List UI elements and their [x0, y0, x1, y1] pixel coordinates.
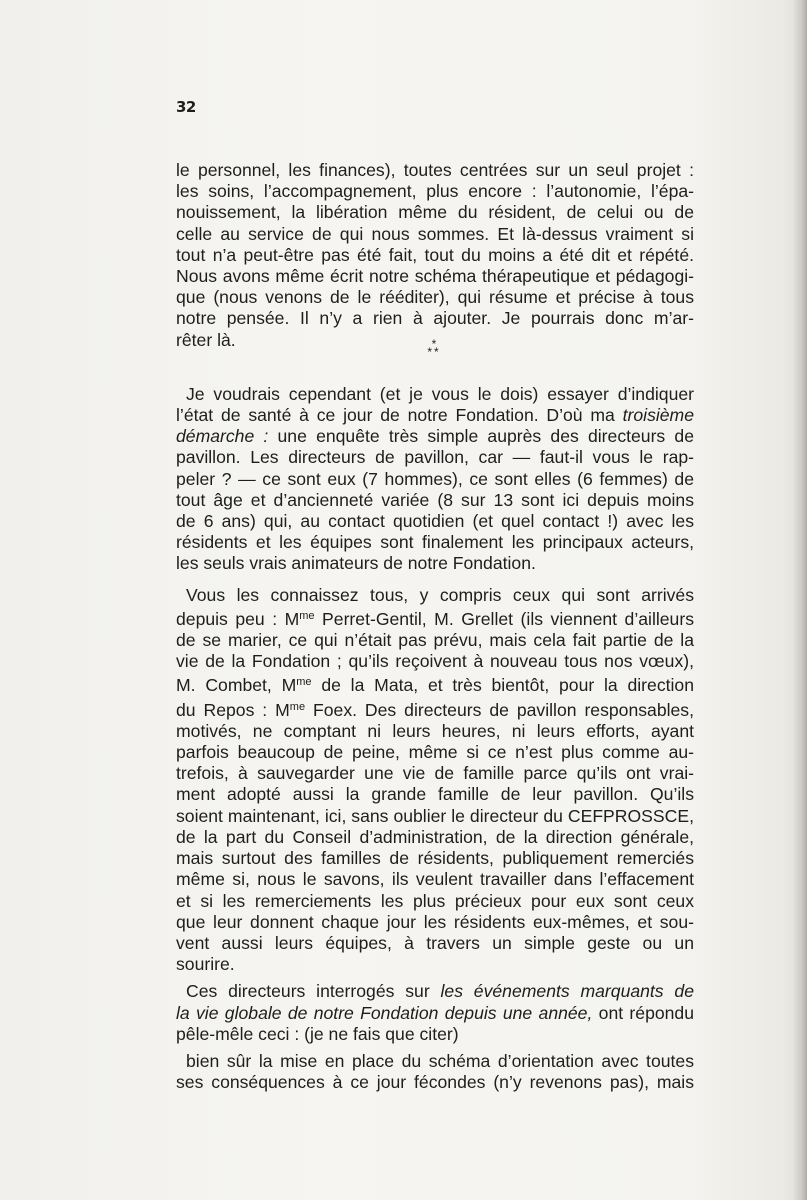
section-separator-asterism	[424, 337, 444, 359]
text-segment: depuis peu : M	[176, 608, 300, 629]
text-segment: ont répondu	[592, 1002, 694, 1023]
text-line: que (nous venons de le rééditer), qui résume et précise à tous	[176, 287, 694, 308]
text-line	[176, 405, 694, 426]
text-segment: Foex. Des directeurs de pavillon responsables,	[305, 699, 694, 720]
text-line: et si les remerciements les plus précieux pour eux sont ceux	[176, 890, 694, 911]
text-line: les seuls vrais animateurs de notre Fondation.	[176, 553, 536, 574]
text-line: ment adopté aussi la grande famille de leur pavillon. Qu’ils	[176, 784, 694, 805]
text-line: parfois beaucoup de peine, même si ce n’est plus comme au-	[176, 742, 694, 763]
text-line: pavillon. Les directeurs de pavillon, car — faut-il vous le rap-	[176, 447, 694, 468]
text-line: mais surtout des familles de résidents, publiquement remerciés	[176, 848, 694, 869]
text-segment: M. Combet, M	[176, 675, 297, 696]
text-line: soient maintenant, ici, sans oublier le directeur du CEFPROSSCE,	[176, 805, 694, 826]
page-number: 32	[176, 98, 196, 116]
body-text	[176, 160, 694, 1093]
text-line: de se marier, ce qui n’était pas prévu, mais cela fait partie de la	[176, 630, 694, 651]
text-line: de 6 ans) qui, au contact quotidien (et quel contact !) avec les	[176, 511, 694, 532]
text-line: même si, nous le savons, ils veulent travailler dans l’effacement	[176, 869, 694, 890]
text-segment: l’état de santé à ce jour de notre Fondation. D’où ma	[176, 405, 623, 426]
text-line: les soins, l’accompagnement, plus encore : l’autonomie, l’épa-	[176, 181, 694, 202]
text-line: trefois, à sauvegarder une vie de famille parce qu’ils ont vrai-	[176, 763, 694, 784]
text-line	[176, 606, 694, 630]
text-segment: Perret-Gentil, M. Grellet (ils viennent d’ailleurs	[314, 608, 694, 629]
text-line	[176, 426, 694, 447]
superscript: me	[289, 700, 306, 713]
text-line: ses conséquences à ce jour fécondes (n’y revenons pas), mais	[176, 1072, 694, 1093]
text-line: motivés, ne comptant ni leurs heures, ni leurs efforts, ayant	[176, 720, 694, 741]
text-line: de la part du Conseil d’administration, de la direction générale,	[176, 826, 694, 847]
superscript: me	[296, 676, 312, 689]
text-line: tout âge et d’ancienneté variée (8 sur 13 sont ici depuis moins	[176, 489, 694, 510]
text-line: tout n’a peut-être pas été fait, tout du moins a été dit et répété.	[176, 244, 694, 265]
text-line: résidents et les équipes sont finalement les principaux acteurs,	[176, 532, 694, 553]
paragraph-2	[176, 384, 694, 575]
text-line	[176, 981, 694, 1002]
paragraph-4	[176, 981, 694, 1045]
text-line: notre pensée. Il n’y a rien à ajouter. Je pourrais donc m’ar-	[176, 308, 694, 329]
text-line: le personnel, les finances), toutes centrées sur un seul projet :	[176, 160, 694, 180]
text-line	[176, 697, 694, 721]
asterisk: *	[434, 345, 441, 359]
asterisk: *	[431, 337, 437, 351]
text-segment: Ces directeurs interrogés sur	[186, 981, 441, 1002]
text-line: Vous les connaissez tous, y compris ceux qui sont arrivés	[186, 584, 694, 605]
text-line: Je voudrais cependant (et je vous le dois) essayer d’indiquer	[186, 383, 694, 404]
text-line: pêle-mêle ceci : (je ne fais que citer)	[176, 1023, 459, 1044]
italic-text: troisième	[622, 405, 694, 426]
paragraph-5	[176, 1051, 694, 1093]
asterisk: *	[427, 345, 434, 359]
italic-text: les événements marquants de	[440, 981, 694, 1002]
text-segment: du Repos : M	[176, 699, 290, 720]
text-line: celle au service de qui nous sommes. Et là-dessus vraiment si	[176, 223, 694, 244]
text-line: peler ? — ce sont eux (7 hommes), ce sont elles (6 femmes) de	[176, 468, 694, 489]
text-line: sourire.	[176, 954, 235, 975]
text-line	[176, 672, 694, 696]
text-line: Nous avons même écrit notre schéma thérapeutique et pédagogi-	[176, 266, 694, 287]
paragraph-3	[176, 585, 694, 976]
text-line: bien sûr la mise en place du schéma d’orientation avec toutes	[186, 1050, 694, 1071]
text-line: nouissement, la libération même du résident, de celui ou de	[176, 202, 694, 223]
italic-text: la vie globale de notre Fondation depuis une année,	[176, 1002, 593, 1023]
italic-text: démarche :	[176, 426, 269, 447]
paragraph-1	[176, 160, 694, 351]
asterisk-pair	[424, 345, 444, 359]
text-line: vie de la Fondation ; qu’ils reçoivent à nouveau tous nos vœux),	[176, 651, 694, 672]
text-line: que leur donnent chaque jour les résidents eux-mêmes, et sou-	[176, 911, 694, 932]
text-segment: une enquête très simple auprès des directeurs de	[268, 426, 694, 447]
text-segment: de la Mata, et très bientôt, pour la direction	[311, 675, 694, 696]
text-line: vent aussi leurs équipes, à travers un simple geste ou un	[176, 932, 694, 953]
superscript: me	[299, 609, 315, 622]
text-line: rêter là.	[176, 329, 236, 350]
page-edge-shadow	[793, 0, 807, 1200]
text-line	[176, 1003, 694, 1024]
